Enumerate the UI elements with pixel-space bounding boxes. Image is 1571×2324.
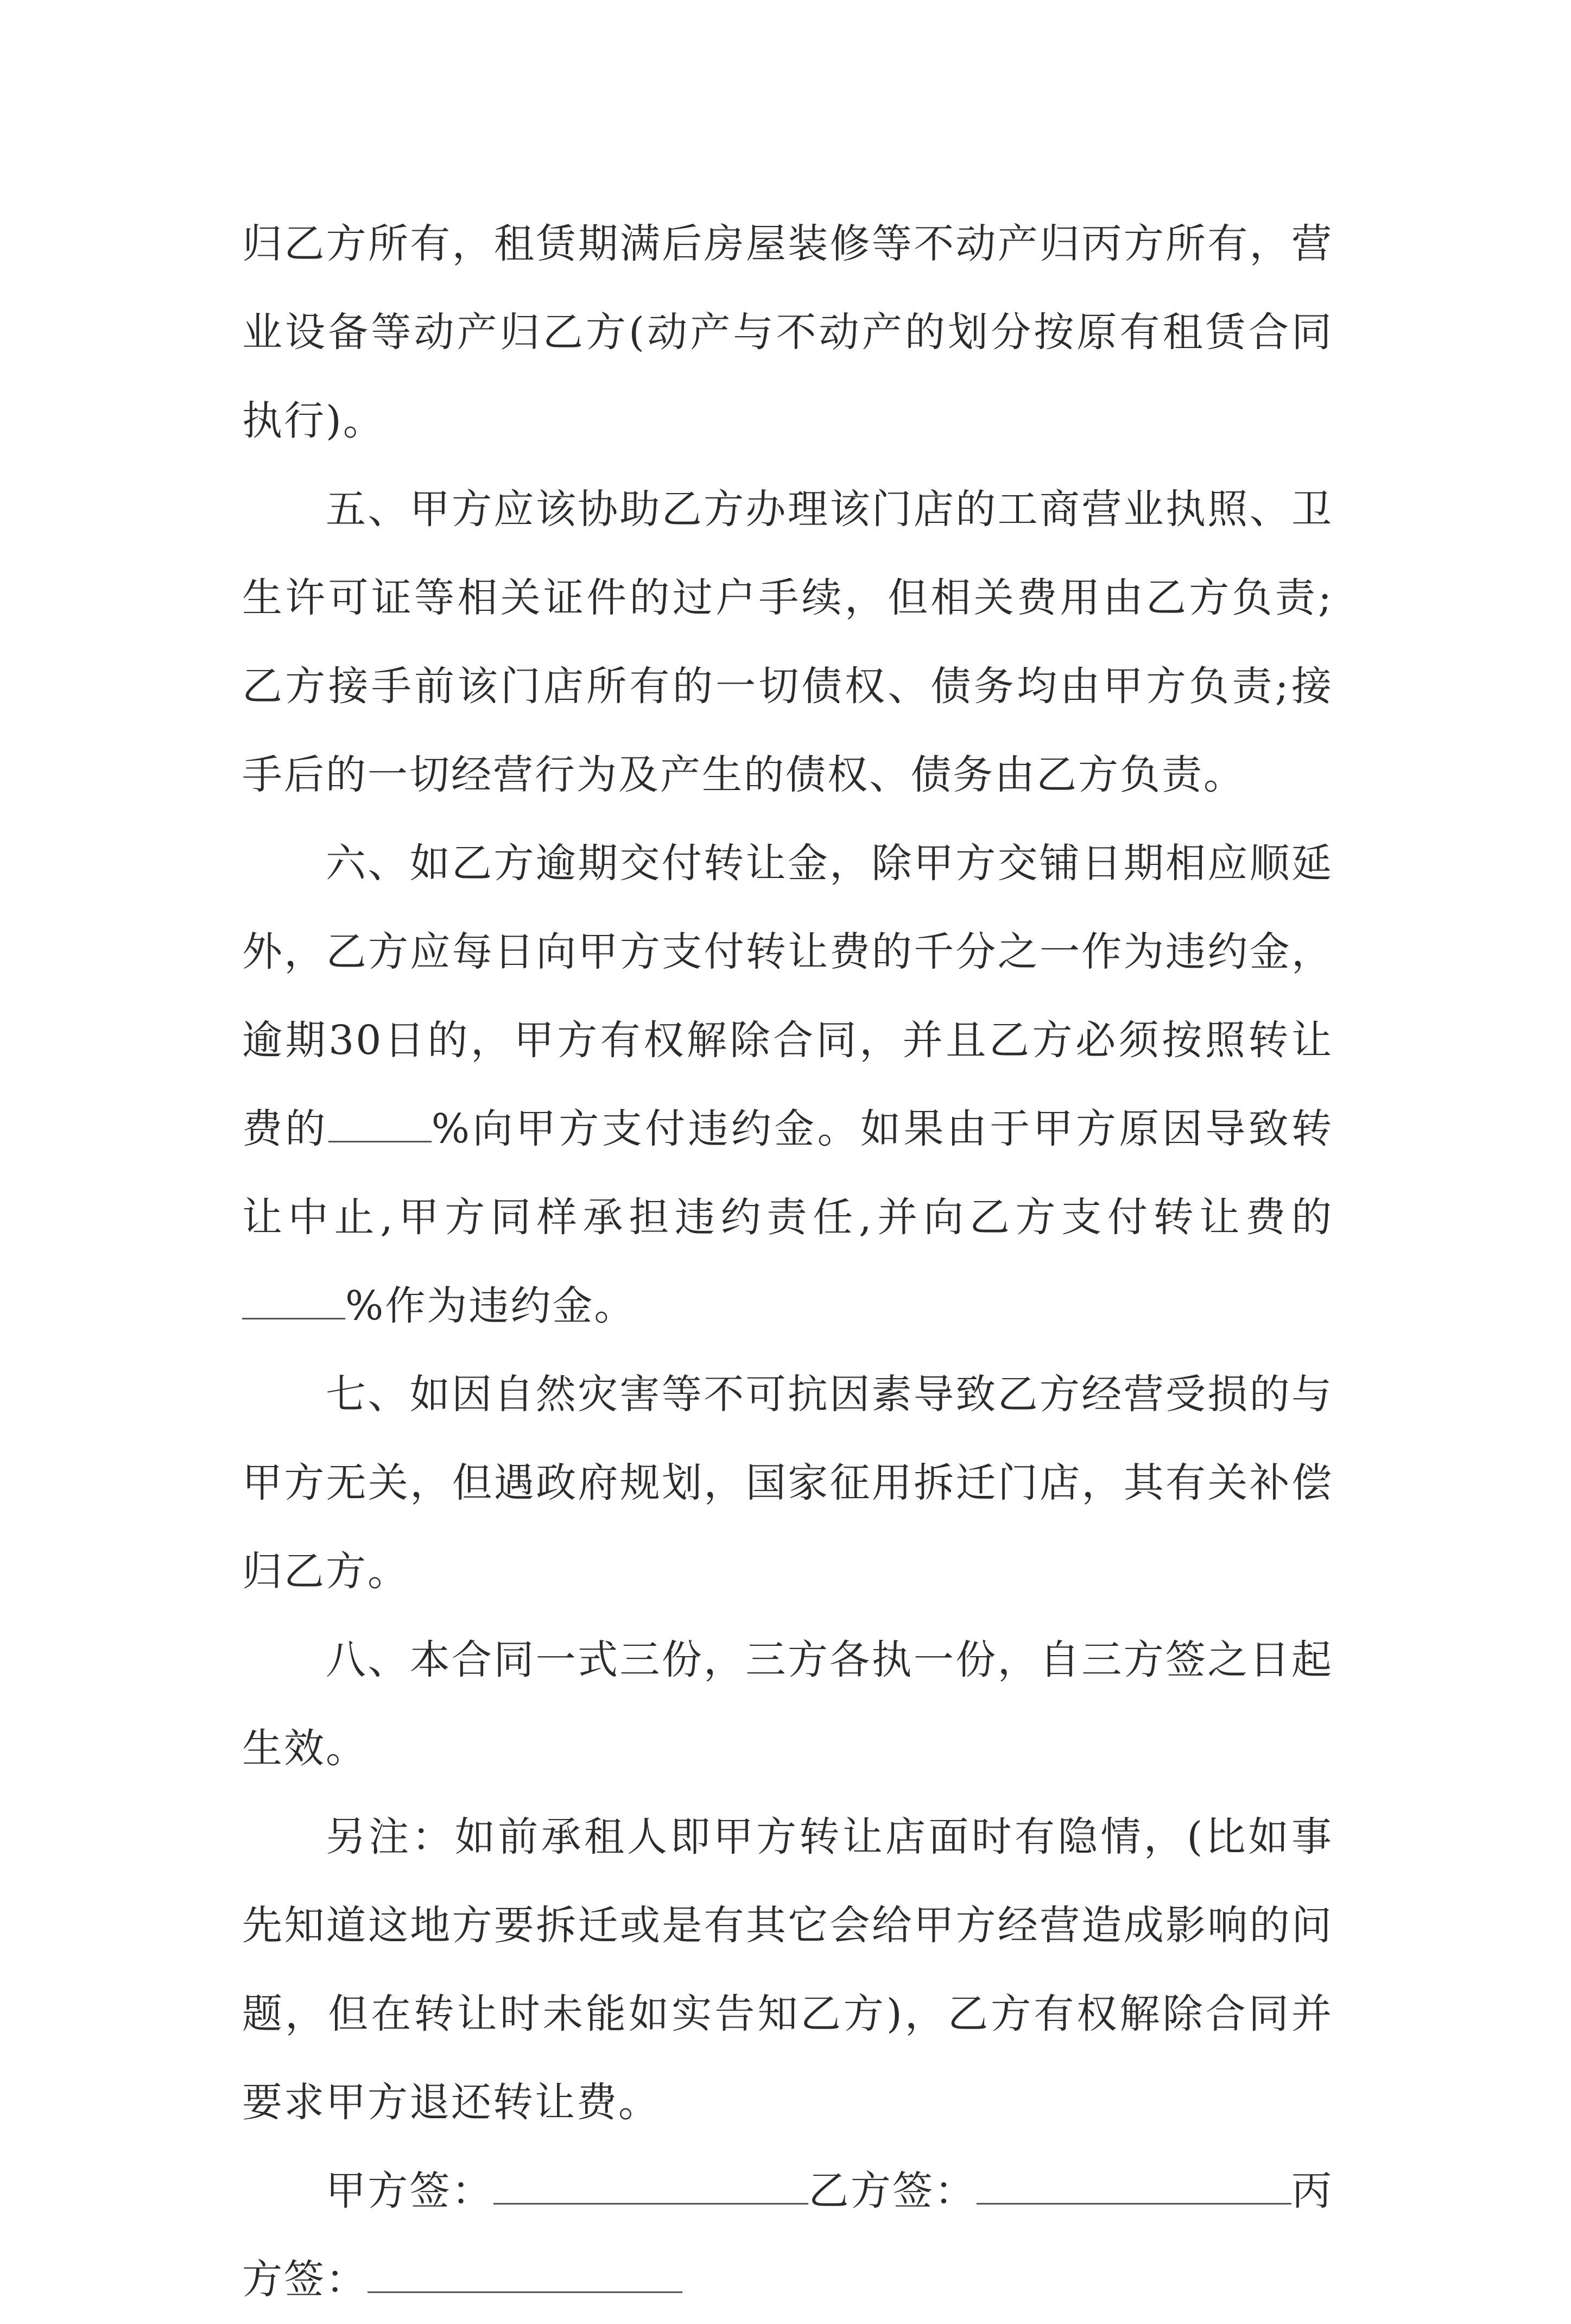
- clause-7: 七、如因自然灾害等不可抗因素导致乙方经营受损的与甲方无关，但遇政府规划，国家征用拆迁门店，其有关补偿归乙方。: [242, 1371, 1333, 1595]
- clause-5: 五、甲方应该协助乙方办理该门店的工商营业执照、卫生许可证等相关证件的过户手续，但相关费用由乙方负责;乙方接手前该门店所有的一切债权、债务均由甲方负责;接手后的一切经营行为及产生的债权、债务由乙方负责。: [242, 486, 1333, 798]
- penalty-percent-blank-2: [242, 1286, 345, 1319]
- clause-6-text-2: %向甲方支付违约金。如果由于甲方原因导致转让中止,甲方同样承担违约责任,并向乙方支付转让费的: [242, 1106, 1334, 1241]
- clause-6-text-1: 六、如乙方逾期交付转让金，除甲方交铺日期相应顺延外，乙方应每日向甲方支付转让费的千分之一作为违约金，逾期30日的，甲方有权解除合同，并且乙方必须按照转让费的: [242, 840, 1333, 1152]
- party-a-signature-line: [493, 2171, 808, 2205]
- clause-ownership-continuation: 归乙方所有，租赁期满后房屋装修等不动产归丙方所有，营业设备等动产归乙方(动产与不动产的划分按原有租赁合同执行)。: [242, 220, 1333, 444]
- clause-6: [242, 819, 1333, 1350]
- party-b-signature-label: 乙方签：: [808, 2168, 977, 2214]
- additional-note: 另注：如前承租人即甲方转让店面时有隐情，(比如事先知道这地方要拆迁或是有其它会给甲方经营造成影响的问题，但在转让时未能如实告知乙方)，乙方有权解除合同并要求甲方退还转让费。: [242, 1814, 1333, 2126]
- penalty-percent-blank-1: [328, 1109, 432, 1142]
- party-c-signature-line: [368, 2260, 682, 2293]
- party-c-signature-label: 丙方签：: [242, 2168, 1334, 2303]
- signature-section: [242, 2147, 1333, 2324]
- clause-8: 八、本合同一式三份，三方各执一份，自三方签之日起生效。: [242, 1637, 1333, 1772]
- party-a-signature-label: 甲方签：: [326, 2168, 494, 2214]
- clause-6-text-3: %作为违约金。: [345, 1283, 636, 1329]
- party-b-signature-line: [977, 2171, 1291, 2205]
- contract-body: [242, 200, 1333, 2324]
